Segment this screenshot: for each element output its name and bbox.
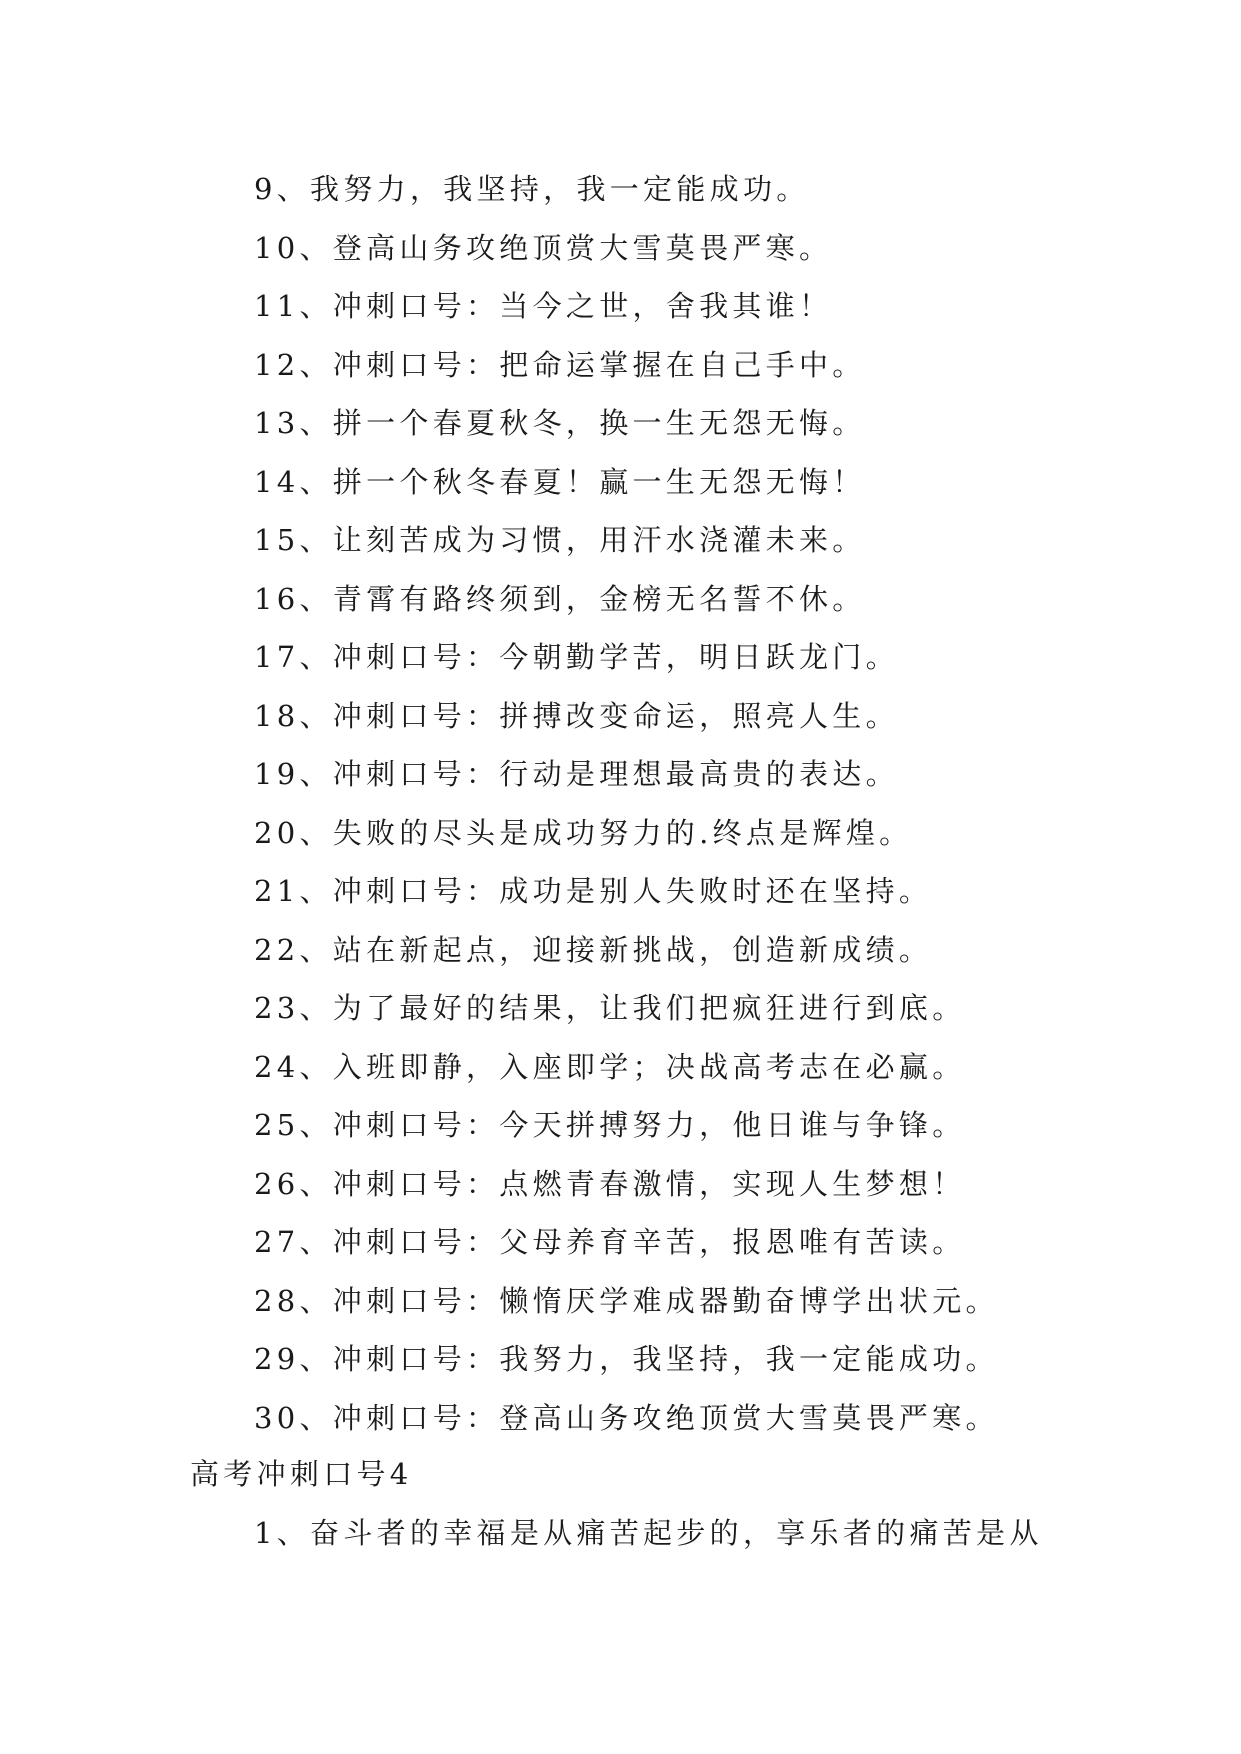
list-item: 24、入班即静，入座即学；决战高考志在必赢。: [254, 1049, 966, 1084]
list-item: 15、让刻苦成为习惯，用汗水浇灌未来。: [254, 523, 866, 557]
list-item: 30、冲刺口号：登高山务攻绝顶赏大雪莫畏严寒。: [254, 1400, 999, 1435]
list-item: 12、冲刺口号：把命运掌握在自己手中。: [254, 347, 866, 382]
list-item: 10、登高山务攻绝顶赏大雪莫畏严寒。: [254, 230, 833, 265]
list-item: 27、冲刺口号：父母养育辛苦，报恩唯有苦读。: [254, 1225, 966, 1259]
slogan-list: [254, 160, 1154, 1447]
list-item: 26、冲刺口号：点燃青春激情，实现人生梦想！: [254, 1166, 966, 1201]
list-item: 17、冲刺口号：今朝勤学苦，明日跃龙门。: [254, 640, 899, 674]
list-item: 11、冲刺口号：当今之世，舍我其谁！: [254, 289, 833, 323]
list-item: 29、冲刺口号：我努力，我坚持，我一定能成功。: [254, 1342, 999, 1376]
list-item: 9、我努力，我坚持，我一定能成功。: [254, 172, 810, 206]
section-heading: 高考冲刺口号4: [190, 1457, 413, 1491]
list-item: 18、冲刺口号：拼搏改变命运，照亮人生。: [254, 698, 899, 733]
list-item: 22、站在新起点，迎接新挑战，创造新成绩。: [254, 932, 933, 967]
section-paragraph: 1、奋斗者的幸福是从痛苦起步的，享乐者的痛苦是从: [254, 1516, 1043, 1550]
list-item: 25、冲刺口号：今天拼搏努力，他日谁与争锋。: [254, 1108, 966, 1142]
list-item: 16、青霄有路终须到，金榜无名誓不休。: [254, 581, 866, 616]
list-item: 20、失败的尽头是成功努力的.终点是辉煌。: [254, 815, 913, 850]
list-item: 19、冲刺口号：行动是理想最高贵的表达。: [254, 757, 899, 791]
list-item: 14、拼一个秋冬春夏！赢一生无怨无悔！: [254, 464, 866, 499]
list-item: 23、为了最好的结果，让我们把疯狂进行到底。: [254, 991, 966, 1025]
list-item: 28、冲刺口号：懒惰厌学难成器勤奋博学出状元。: [254, 1283, 999, 1318]
list-item: 21、冲刺口号：成功是别人失败时还在坚持。: [254, 874, 933, 908]
list-item: 13、拼一个春夏秋冬，换一生无怨无悔。: [254, 406, 866, 440]
